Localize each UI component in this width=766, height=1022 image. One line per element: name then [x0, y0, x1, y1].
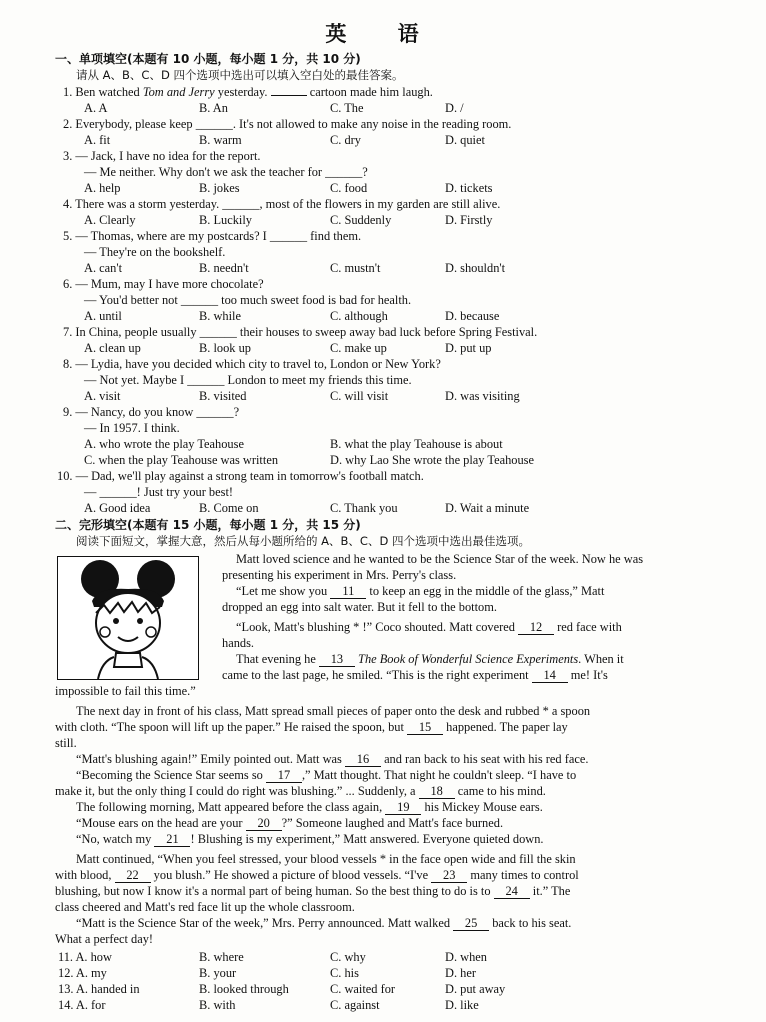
- question-9-option-d: D. why Lao She wrote the play Teahouse: [330, 453, 534, 467]
- passage-line: “Matt's blushing again!” Emily pointed out. Matt was 16 and ran back to his seat with his red face.: [76, 752, 589, 766]
- question-3-stem-2: — Me neither. Why don't we ask the teacher for ______?: [84, 165, 368, 179]
- question-6-option-c: C. although: [330, 309, 388, 323]
- cloze-13-option-a: 13. A. handed in: [58, 982, 140, 996]
- blank-25: 25: [453, 917, 489, 931]
- passage-line: impossible to fail this time.”: [55, 684, 196, 698]
- question-10-stem-2: — ______! Just try your best!: [84, 485, 234, 499]
- question-5-option-c: C. mustn't: [330, 261, 381, 275]
- section-1-heading: 一、单项填空(本题有 10 小题，每小题 1 分，共 10 分): [55, 52, 361, 66]
- blank-13: 13: [319, 653, 355, 667]
- passage-line: “Becoming the Science Star seems so 17 ,” Matt thought. That night he couldn't sleep. “I have to: [76, 768, 577, 782]
- blank-18: 18: [419, 785, 455, 799]
- question-4-option-b: B. Luckily: [199, 213, 252, 227]
- passage-line: That evening he 13 The Book of Wonderful Science Experiments. When it: [236, 652, 624, 666]
- passage-line: “Let me show you 11 to keep an egg in the middle of the glass,” Matt: [236, 584, 605, 598]
- passage-line: still.: [55, 736, 77, 750]
- cloze-12-option-d: D. her: [445, 966, 476, 980]
- blank-12: 12: [518, 621, 554, 635]
- cloze-11-option-b: B. where: [199, 950, 244, 964]
- passage-line: Matt continued, “When you feel stressed, your blood vessels * in the face open wide and fill the skin: [76, 852, 576, 866]
- passage-line: came to the last page, he smiled. “This is the right experiment 14 me! It's: [222, 668, 608, 682]
- question-3-option-b: B. jokes: [199, 181, 240, 195]
- blank-24: 24: [494, 885, 530, 899]
- passage-line: with blood, 22 you blush.” He showed a picture of blood vessels. “I've 23 many times to control: [55, 868, 579, 882]
- blank-21: 21: [154, 833, 190, 847]
- cloze-12-option-b: B. your: [199, 966, 237, 980]
- question-9-option-b: B. what the play Teahouse is about: [330, 437, 503, 451]
- question-10-stem: 10. — Dad, we'll play against a strong team in tomorrow's football match.: [57, 469, 424, 483]
- question-4-option-d: D. Firstly: [445, 213, 493, 227]
- section-1-instruction: 请从 A、B、C、D 四个选项中选出可以填入空白处的最佳答案。: [76, 68, 404, 82]
- question-2-stem: 2. Everybody, please keep ______. It's not allowed to make any noise in the reading room.: [63, 117, 512, 131]
- cloze-11-option-d: D. when: [445, 950, 487, 964]
- cloze-12-option-a: 12. A. my: [58, 966, 107, 980]
- passage-line: make it, but the only thing I could do right was blushing.” ... Suddenly, a 18 came to his mind.: [55, 784, 546, 798]
- passage-line: “Mouse ears on the head are your 20 ?” Someone laughed and Matt's face burned.: [76, 816, 504, 830]
- cloze-14-option-b: B. with: [199, 998, 236, 1012]
- cloze-11-option-c: C. why: [330, 950, 366, 964]
- section-2-heading: 二、完形填空(本题有 15 小题，每小题 1 分，共 15 分): [55, 518, 361, 532]
- question-10-option-a: A. Good idea: [84, 501, 151, 515]
- question-5-option-a: A. can't: [84, 261, 123, 275]
- question-7-option-a: A. clean up: [84, 341, 141, 355]
- question-6-stem: 6. — Mum, may I have more chocolate?: [63, 277, 264, 291]
- passage-line: with cloth. “The spoon will lift up the paper.” He raised the spoon, but 15 happened. The paper lay: [55, 720, 568, 734]
- passage-line: “Matt is the Science Star of the week,” Mrs. Perry announced. Matt walked 25 back to his seat.: [76, 916, 572, 930]
- mickey-ears-boy-icon: [58, 557, 198, 679]
- passage-line: class cheered and Matt's red face lit up the whole classroom.: [55, 900, 355, 914]
- question-8-stem: 8. — Lydia, have you decided which city to travel to, London or New York?: [63, 357, 441, 371]
- question-7-stem: 7. In China, people usually ______ their houses to sweep away bad luck before Spring Festival.: [63, 325, 538, 339]
- question-4-stem: 4. There was a storm yesterday. ______, most of the flowers in my garden are still alive.: [63, 197, 501, 211]
- question-9-stem: 9. — Nancy, do you know ______?: [63, 405, 240, 419]
- question-1-option-a: A. A: [84, 101, 108, 115]
- passage-line: “Look, Matt's blushing * !” Coco shouted. Matt covered 12 red face with: [236, 620, 622, 634]
- question-6-stem-2: — You'd better not ______ too much sweet food is bad for health.: [84, 293, 412, 307]
- blank-16: 16: [345, 753, 381, 767]
- question-3-option-a: A. help: [84, 181, 121, 195]
- cloze-12-option-c: C. his: [330, 966, 359, 980]
- cloze-13-option-c: C. waited for: [330, 982, 396, 996]
- question-1-option-c: C. The: [330, 101, 364, 115]
- passage-line: The following morning, Matt appeared before the class again, 19 his Mickey Mouse ears.: [76, 800, 543, 814]
- blank-15: 15: [407, 721, 443, 735]
- cloze-14-option-c: C. against: [330, 998, 380, 1012]
- blank-11: 11: [330, 585, 366, 599]
- question-5-option-b: B. needn't: [199, 261, 249, 275]
- question-2-option-c: C. dry: [330, 133, 361, 147]
- passage-line: “No, watch my 21 ! Blushing is my experiment,” Matt answered. Everyone quieted down.: [76, 832, 544, 846]
- question-8-stem-2: — Not yet. Maybe I ______ London to meet my friends this time.: [84, 373, 412, 387]
- question-10-option-d: D. Wait a minute: [445, 501, 530, 515]
- question-8-option-a: A. visit: [84, 389, 121, 403]
- question-8-option-c: C. will visit: [330, 389, 389, 403]
- question-10-option-c: C. Thank you: [330, 501, 398, 515]
- question-3-option-c: C. food: [330, 181, 368, 195]
- page-title: 英 语: [325, 22, 441, 46]
- passage-line: presenting his experiment in Mrs. Perry's class.: [222, 568, 457, 582]
- blank-19: 19: [385, 801, 421, 815]
- cloze-11-option-a: 11. A. how: [58, 950, 112, 964]
- section-2-instruction: 阅读下面短文，掌握大意，然后从每小题所给的 A、B、C、D 四个选项中选出最佳选项。: [76, 534, 530, 548]
- question-5-option-d: D. shouldn't: [445, 261, 506, 275]
- question-2-option-b: B. warm: [199, 133, 242, 147]
- cloze-13-option-d: D. put away: [445, 982, 506, 996]
- question-1-option-d: D. /: [445, 101, 464, 115]
- passage-line: The next day in front of his class, Matt spread small pieces of paper onto the desk and rubbed * a spoon: [76, 704, 591, 718]
- passage-line: hands.: [222, 636, 255, 650]
- question-5-stem-2: — They're on the bookshelf.: [84, 245, 226, 259]
- question-3-option-d: D. tickets: [445, 181, 493, 195]
- cloze-14-option-a: 14. A. for: [58, 998, 106, 1012]
- question-4-option-c: C. Suddenly: [330, 213, 392, 227]
- cloze-13-option-b: B. looked through: [199, 982, 289, 996]
- question-7-option-b: B. look up: [199, 341, 251, 355]
- question-8-option-d: D. was visiting: [445, 389, 520, 403]
- question-2-option-a: A. fit: [84, 133, 111, 147]
- question-7-option-c: C. make up: [330, 341, 387, 355]
- question-8-option-b: B. visited: [199, 389, 247, 403]
- passage-line: What a perfect day!: [55, 932, 154, 946]
- question-5-stem: 5. — Thomas, where are my postcards? I ______ find them.: [63, 229, 362, 243]
- passage-line: Matt loved science and he wanted to be the Science Star of the week. Now he was: [236, 552, 644, 566]
- question-6-option-d: D. because: [445, 309, 500, 323]
- blank-20: 20: [246, 817, 282, 831]
- question-9-option-a: A. who wrote the play Teahouse: [84, 437, 244, 451]
- question-6-option-a: A. until: [84, 309, 122, 323]
- cloze-14-option-d: D. like: [445, 998, 479, 1012]
- question-10-option-b: B. Come on: [199, 501, 259, 515]
- question-9-option-c: C. when the play Teahouse was written: [84, 453, 279, 467]
- question-4-option-a: A. Clearly: [84, 213, 136, 227]
- blank-23: 23: [431, 869, 467, 883]
- question-9-stem-2: — In 1957. I think.: [84, 421, 180, 435]
- blank-17: 17: [266, 769, 302, 783]
- question-6-option-b: B. while: [199, 309, 241, 323]
- blank-14: 14: [532, 669, 568, 683]
- question-1-option-b: B. An: [199, 101, 228, 115]
- passage-line: dropped an egg into salt water. But it fell to the bottom.: [222, 600, 497, 614]
- question-2-option-d: D. quiet: [445, 133, 485, 147]
- question-1-stem: 1. Ben watched Tom and Jerry yesterday. cartoon made him laugh.: [63, 85, 433, 99]
- passage-line: blushing, but now I know it's a normal part of being human. So the best thing to do is to 24 it.” The: [55, 884, 571, 898]
- boy-illustration: [57, 556, 199, 680]
- question-7-option-d: D. put up: [445, 341, 492, 355]
- question-3-stem: 3. — Jack, I have no idea for the report.: [63, 149, 261, 163]
- blank-22: 22: [115, 869, 151, 883]
